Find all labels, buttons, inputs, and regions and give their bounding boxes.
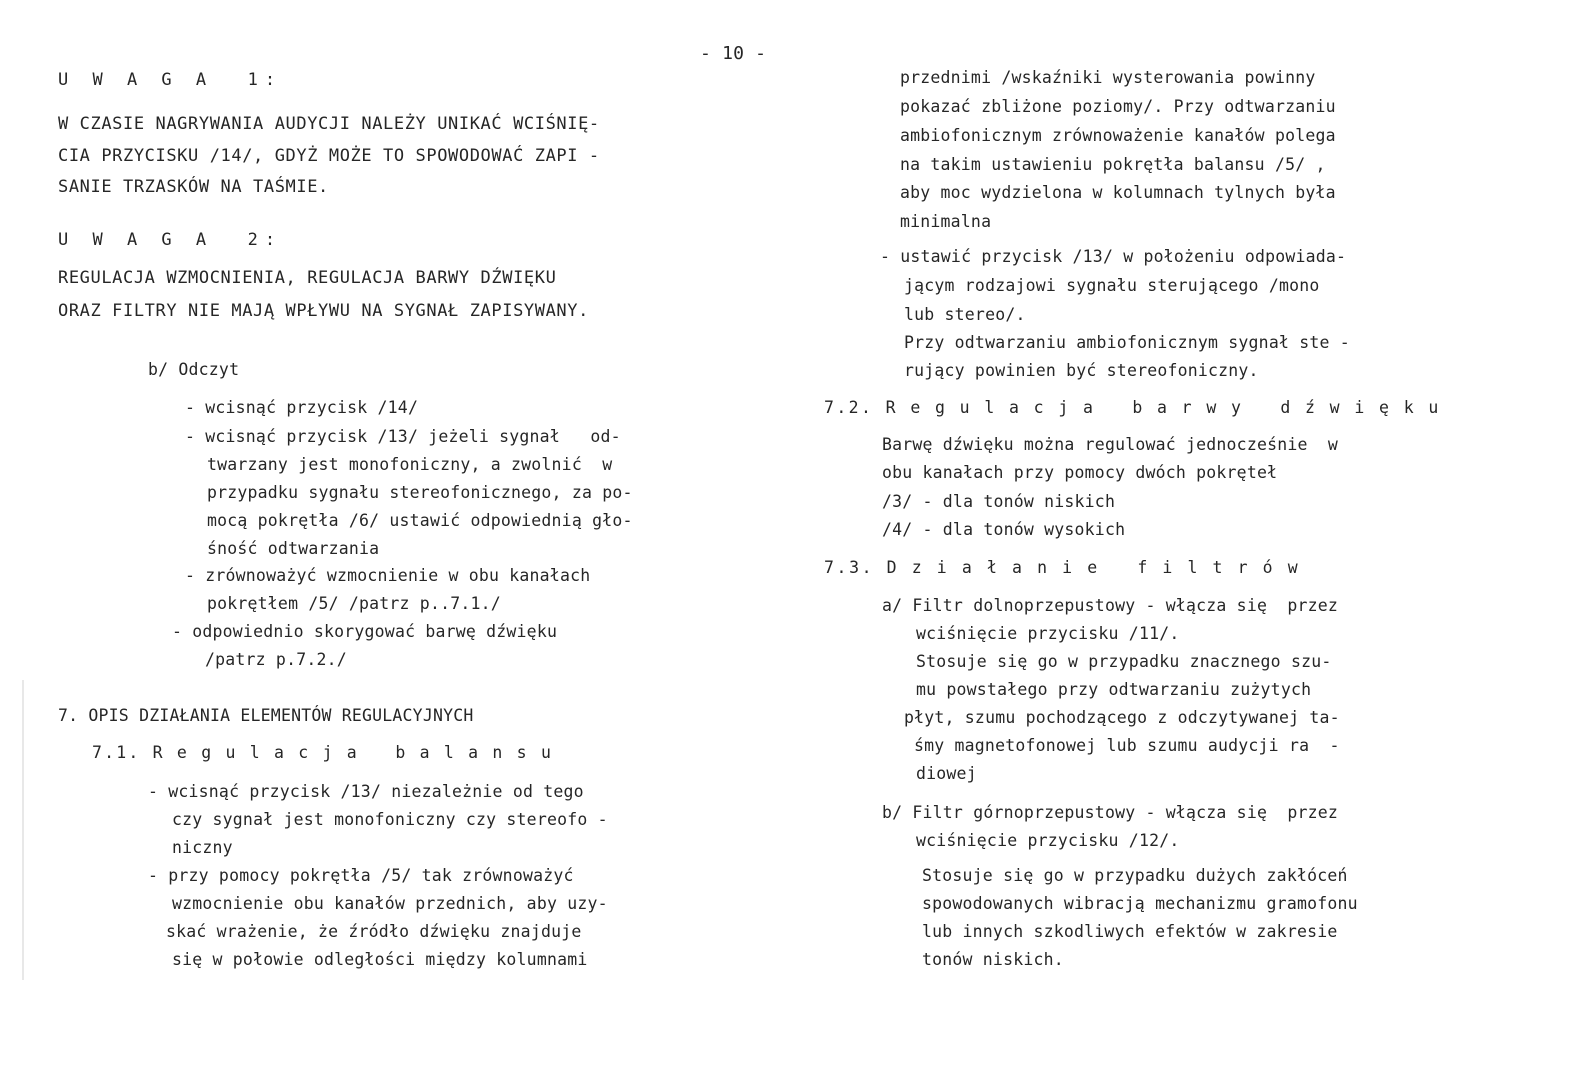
set-button-line: Przy odtwarzaniu ambiofonicznym sygnał ste - (904, 333, 1350, 352)
filter-a-line: mu powstałego przy odtwarzaniu zużytych (916, 680, 1312, 699)
filter-a-line: płyt, szumu pochodzącego z odczytywanej ta- (904, 708, 1340, 727)
section-7-1-line: - wcisnąć przycisk /13/ niezależnie od tego (148, 782, 584, 801)
set-button-line: jącym rodzajowi sygnału sterującego /mono (904, 276, 1320, 295)
filter-b-line: lub innych szkodliwych efektów w zakresie (922, 922, 1338, 941)
page-number: - 10 - (700, 43, 767, 64)
filter-b-line: Stosuje się go w przypadku dużych zakłóceń (922, 866, 1348, 885)
section-7-2-line: /3/ - dla tonów niskich (882, 492, 1116, 511)
section-7-2-line: Barwę dźwięku można regulować jednocześnie w (882, 435, 1339, 454)
note-1-title: U W A G A 1: (58, 70, 283, 90)
readout-line: mocą pokrętła /6/ ustawić odpowiednią gło- (207, 511, 633, 530)
balance-continuation-line: na takim ustawieniu pokrętła balansu /5/ , (900, 155, 1326, 174)
set-button-line: - ustawić przycisk /13/ w położeniu odpowiada- (880, 247, 1347, 266)
filter-a-line: wciśnięcie przycisku /11/. (916, 624, 1180, 643)
filter-b-line: tonów niskich. (922, 950, 1064, 969)
note-1-line: SANIE TRZASKÓW NA TAŚMIE. (58, 177, 329, 197)
balance-continuation-line: pokazać zbliżone poziomy/. Przy odtwarzaniu (900, 97, 1336, 116)
section-7-1-line: czy sygnał jest monofoniczny czy stereofo - (172, 810, 608, 829)
note-2-line: REGULACJA WZMOCNIENIA, REGULACJA BARWY DŹWIĘKU (58, 268, 557, 288)
readout-line: - odpowiednio skorygować barwę dźwięku (172, 622, 558, 641)
readout-line: twarzany jest monofoniczny, a zwolnić w (207, 455, 613, 474)
balance-continuation-line: minimalna (900, 212, 992, 231)
readout-line: /patrz p.7.2./ (205, 650, 347, 669)
filter-a-line: a/ Filtr dolnoprzepustowy - włącza się przez (882, 596, 1339, 615)
section-7-2-line: /4/ - dla tonów wysokich (882, 520, 1126, 539)
readout-title: b/ Odczyt (148, 360, 240, 379)
note-2-title: U W A G A 2: (58, 230, 283, 250)
section-7-1-line: niczny (172, 838, 233, 857)
section-7-1-line: się w połowie odległości między kolumnami (172, 950, 588, 969)
balance-continuation-line: ambiofonicznym zrównoważenie kanałów polega (900, 126, 1336, 145)
section-7-1-line: skać wrażenie, że źródło dźwięku znajduje (166, 922, 582, 941)
scan-edge-mark (22, 680, 24, 980)
balance-continuation-line: aby moc wydzielona w kolumnach tylnych była (900, 183, 1336, 202)
set-button-line: lub stereo/. (904, 305, 1026, 324)
filter-a-line: Stosuje się go w przypadku znacznego szu- (916, 652, 1332, 671)
filter-b-line: b/ Filtr górnoprzepustowy - włącza się przez (882, 803, 1339, 822)
right-page (784, 0, 1568, 1080)
readout-line: pokrętłem /5/ /patrz p..7.1./ (207, 594, 501, 613)
filter-a-line: śmy magnetofonowej lub szumu audycji ra - (914, 736, 1340, 755)
readout-line: - zrównoważyć wzmocnienie w obu kanałach (185, 566, 591, 585)
note-2-line: ORAZ FILTRY NIE MAJĄ WPŁYWU NA SYGNAŁ ZAPISYWANY. (58, 301, 589, 321)
balance-continuation-line: przednimi /wskaźniki wysterowania powinny (900, 68, 1316, 87)
readout-line: śność odtwarzania (207, 539, 380, 558)
readout-line: - wcisnąć przycisk /13/ jeżeli sygnał od- (185, 427, 621, 446)
note-1-line: CIA PRZYCISKU /14/, GDYŻ MOŻE TO SPOWODOWAĆ ZAPI - (58, 146, 600, 166)
section-7-1-line: wzmocnienie obu kanałów przednich, aby uzy- (172, 894, 608, 913)
readout-line: przypadku sygnału stereofonicznego, za po- (207, 483, 633, 502)
filter-b-line: spowodowanych wibracją mechanizmu gramofonu (922, 894, 1358, 913)
section-7-title: 7. OPIS DZIAŁANIA ELEMENTÓW REGULACYJNYCH (58, 706, 474, 725)
section-7-1-title: 7.1. R e g u l a c j a b a l a n s u (92, 743, 554, 762)
filter-b-line: wciśnięcie przycisku /12/. (916, 831, 1180, 850)
section-7-1-line: - przy pomocy pokrętła /5/ tak zrównoważyć (148, 866, 574, 885)
section-7-2-line: obu kanałach przy pomocy dwóch pokręteł (882, 463, 1278, 482)
left-page (0, 0, 784, 1080)
section-7-2-title: 7.2. R e g u l a c j a b a r w y d ź w i ę k u (824, 398, 1441, 417)
note-1-line: W CZASIE NAGRYWANIA AUDYCJI NALEŻY UNIKAĆ WCIŚNIĘ- (58, 114, 600, 134)
filter-a-line: diowej (916, 764, 977, 783)
set-button-line: rujący powinien być stereofoniczny. (904, 361, 1259, 380)
section-7-3-title: 7.3. D z i a ł a n i e f i l t r ó w (824, 558, 1301, 577)
readout-line: - wcisnąć przycisk /14/ (185, 398, 419, 417)
